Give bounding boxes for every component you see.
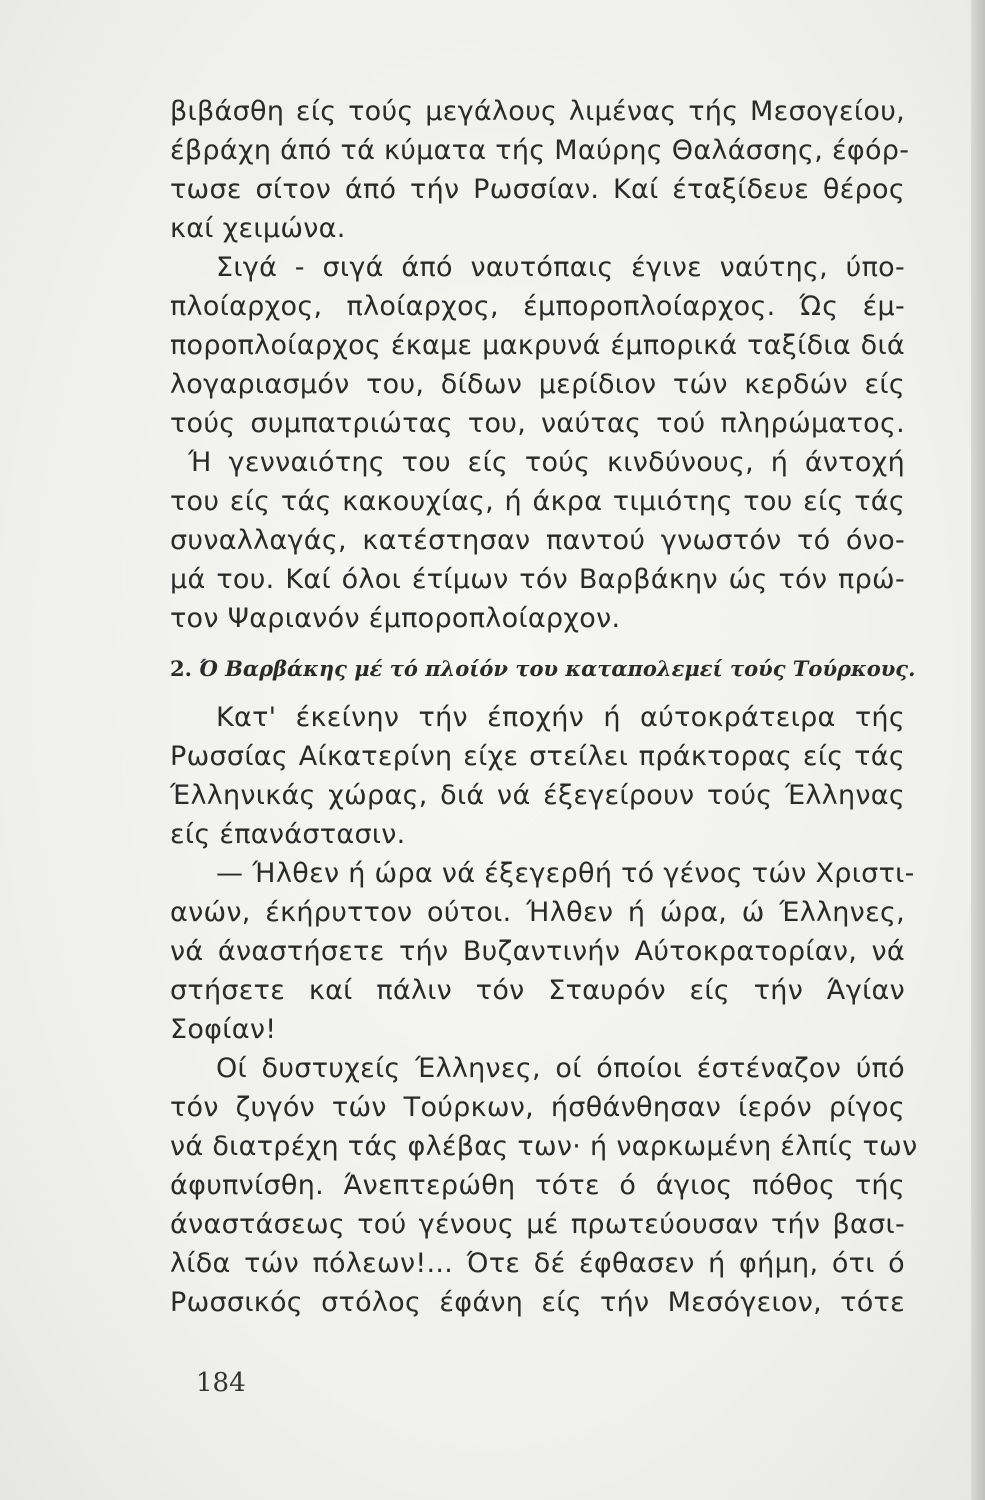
text-line: Ρωσσικός στόλος έφάνη είς τήν Μεσόγειον, τότε — [170, 1287, 905, 1318]
text-line: άναστάσεως τού γένους μέ πρωτεύουσαν τήν βασι- — [170, 1209, 905, 1240]
text-line: τόν ζυγόν τών Τούρκων, ήσθάνθησαν ίερόν ρίγος — [170, 1092, 905, 1123]
text-line: τον Ψαριανόν έμποροπλοίαρχον. — [170, 603, 621, 634]
text-line: λογαριασμόν του, δίδων μερίδιον τών κερδών είς — [170, 369, 905, 400]
paragraph-1 — [170, 92, 910, 248]
text-line: άφυπνίσθη. Άνεπτερώθη τότε ό άγιος πόθος τής — [170, 1170, 905, 1201]
text-line: βιβάσθη είς τούς μεγάλους λιμένας τής Μεσογείου, — [170, 96, 905, 127]
section-title: Ό Βαρβάκης μέ τό πλοίόν του καταπολεμεί τούς Τούρκους. — [199, 656, 916, 681]
paragraph-3 — [170, 698, 905, 854]
text-line: μά του. Καί όλοι έτίμων τόν Βαρβάκην ώς τόν πρώ- — [170, 564, 905, 595]
paragraph-4 — [170, 854, 915, 1049]
text-line: — Ήλθεν ή ώρα νά έξεγερθή τό γένος τών Χριστι- — [216, 858, 915, 889]
text-line: καί χειμώνα. — [170, 213, 346, 244]
page-edge-shadow — [971, 0, 985, 1500]
text-line: Ή γενναιότης του είς τούς κινδύνους, ή άντοχή — [188, 447, 905, 478]
page-number: 184 — [196, 1368, 246, 1398]
text-line: στήσετε καί πάλιν τόν Σταυρόν είς τήν Άγίαν — [170, 975, 905, 1006]
text-line: ανών, έκήρυττον ούτοι. Ήλθεν ή ώρα, ώ Έλληνες, — [170, 897, 905, 928]
text-line: ποροπλοίαρχος έκαμε μακρυνά έμπορικά ταξίδια διά — [170, 330, 905, 361]
text-line: νά άναστήσετε τήν Βυζαντινήν Αύτοκρατορίαν, νά — [170, 936, 905, 967]
text-line: Σοφίαν! — [170, 1014, 277, 1045]
text-line: του είς τάς κακουχίας, ή άκρα τιμιότης του είς τάς — [170, 486, 905, 517]
text-line: Οί δυστυχείς Έλληνες, οί όποίοι έστέναζον ύπό — [216, 1053, 905, 1084]
section-heading — [170, 654, 916, 684]
paragraph-5 — [170, 1049, 918, 1322]
text-line: τούς συμπατριώτας του, ναύτας τού πληρώματος. — [170, 408, 905, 439]
text-line: νά διατρέχη τάς φλέβας των· ή ναρκωμένη έλπίς των — [170, 1131, 918, 1162]
text-line: συναλλαγάς, κατέστησαν παντού γνωστόν τό όνο- — [170, 525, 905, 556]
text-line: είς έπανάστασιν. — [170, 819, 406, 850]
text-line: λίδα τών πόλεων!... Ότε δέ έφθασεν ή φήμη, ότι ό — [170, 1248, 905, 1279]
text-line: έβράχη άπό τά κύματα τής Μαύρης Θαλάσσης, έφόρ- — [170, 135, 910, 166]
text-line: τωσε σίτον άπό τήν Ρωσσίαν. Καί έταξίδευε θέρος — [170, 174, 905, 205]
page-text-block — [170, 92, 918, 1322]
text-line: Κατ' έκείνην τήν έποχήν ή αύτοκράτειρα τής — [216, 702, 905, 733]
paragraph-2 — [170, 248, 905, 638]
section-number: 2. — [170, 656, 192, 681]
text-line: Έλληνικάς χώρας, διά νά έξεγείρουν τούς Έλληνας — [170, 780, 905, 811]
text-line: πλοίαρχος, πλοίαρχος, έμποροπλοίαρχος. Ώς έμ- — [170, 291, 905, 322]
text-line: Ρωσσίας Αίκατερίνη είχε στείλει πράκτορας είς τάς — [170, 741, 905, 772]
text-line: Σιγά - σιγά άπό ναυτόπαις έγινε ναύτης, ύπο- — [216, 252, 905, 283]
